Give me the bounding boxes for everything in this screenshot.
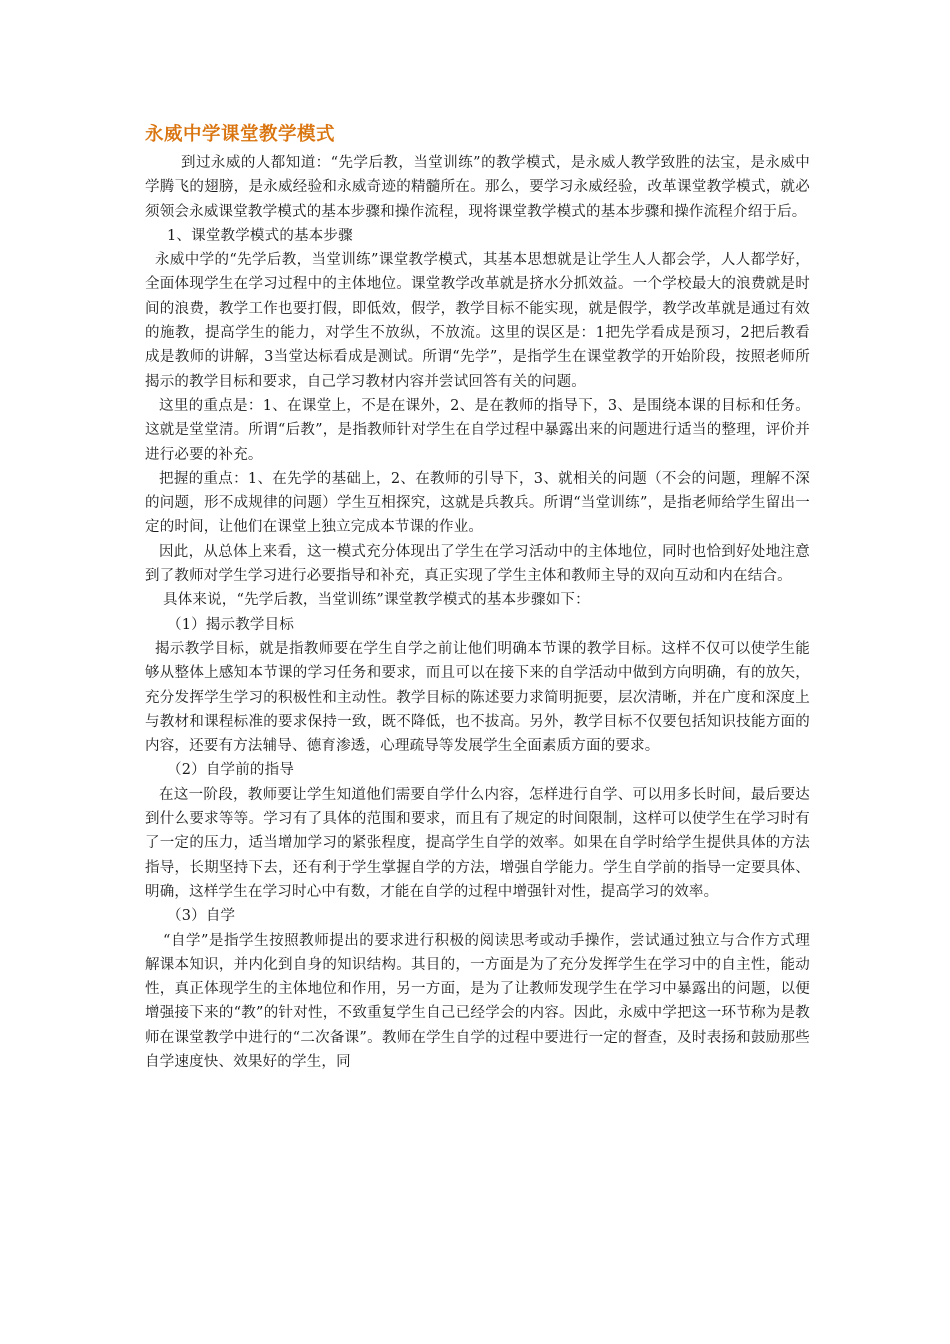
paragraph-specific-steps: 具体来说，“先学后教，当堂训练”课堂教学模式的基本步骤如下： (163, 592, 590, 609)
intro-paragraph: 到过永威的人都知道：“先学后教，当堂训练”的教学模式，是永威人教学致胜的法宝，是永威中学腾飞的翅膀，是永威经验和永威奇迹的精髓所在。那么，要学习永威经验，改革课堂教学模式，就必须领会永威课堂教学模式的基本步骤和操作流程，现将课堂教学模式的基本步骤和操作流程介绍于后。 (145, 155, 810, 220)
section-heading-basic-steps: 1、课堂教学模式的基本步骤 (167, 227, 353, 244)
paragraph-basic-idea: 永威中学的“先学后教，当堂训练”课堂教学模式，其基本思想就是让学生人人都会学，人人都学好，全面体现学生在学习过程中的主体地位。课堂教学改革就是挤水分抓效益。一个学校最大的浪费就是时间的浪费，教学工作也要打假，即低效，假学，教学目标不能实现，就是假学，教学改革就是通过有效的施教，提高学生的能力，对学生不放纵，不放流。这里的误区是：1把先学看成是预习，2把后教看成是教师的讲解，3当堂达标看成是测试。所谓“先学”，是指学生在课堂教学的开始阶段，按照老师所揭示的教学目标和要求，自己学习教材内容并尝试回答有关的问题。 (145, 252, 810, 390)
step-heading-2: （2）自学前的指导 (167, 762, 295, 779)
paragraph-grasp-points: 把握的重点：1、在先学的基础上，2、在教师的引导下，3、就相关的问题（不会的问题，理解不深的问题，形不成规律的问题）学生互相探究，这就是兵教兵。所谓“当堂训练”，是指老师给学生留出一定的时间，让他们在课堂上独立完成本节课的作业。 (145, 470, 810, 536)
paragraph-step-3: “自学”是指学生按照教师提出的要求进行积极的阅读思考或动手操作，尝试通过独立与合作方式理解课本知识，并内化到自身的知识结构。其目的，一方面是为了充分发挥学生在学习中的自主性，能动性，真正体现学生的主体地位和作用，另一方面，是为了让教师发现学生在学习中暴露出的问题，以便增强接下来的“教”的针对性，不致重复学生自己已经学会的内容。因此，永威中学把这一环节称为是教师在课堂教学中进行的“二次备课”。教师在学生自学的过程中要进行一定的督查，及时表扬和鼓励那些自学速度快、效果好的学生，同 (145, 932, 810, 1070)
step-heading-3: （3）自学 (167, 908, 236, 925)
paragraph-step-2: 在这一阶段，教师要让学生知道他们需要自学什么内容，怎样进行自学、可以用多长时间，最后要达到什么要求等等。学习有了具体的范围和要求，而且有了规定的时间限制，这样可以使学生在学习时有了一定的压力，适当增加学习的紧张程度，提高学生自学的效率。如果在自学时给学生提供具体的方法指导，长期坚持下去，还有利于学生掌握自学的方法，增强自学能力。学生自学前的指导一定要具体、明确，这样学生在学习时心中有数，才能在自学的过程中增强针对性，提高学习的效率。 (145, 786, 810, 900)
document-title: 永威中学课堂教学模式 (145, 124, 336, 145)
step-heading-1: （1）揭示教学目标 (167, 616, 295, 633)
paragraph-step-1: 揭示教学目标，就是指教师要在学生自学之前让他们明确本节课的教学目标。这样不仅可以使学生能够从整体上感知本节课的学习任务和要求，而且可以在接下来的自学活动中做到方向明确，有的放矢，充分发挥学生学习的积极性和主动性。教学目标的陈述要力求简明扼要，层次清晰，并在广度和深度上与教材和课程标准的要求保持一致，既不降低，也不拔高。另外，教学目标不仅要包括知识技能方面的内容，还要有方法辅导、德育渗透，心理疏导等发展学生全面素质方面的要求。 (145, 640, 810, 755)
document-body (145, 122, 810, 1074)
paragraph-key-points: 这里的重点是：1、在课堂上，不是在课外，2、是在教师的指导下，3、是围绕本课的目标和任务。这就是堂堂清。所谓“后教”，是指教师针对学生在自学过程中暴露出来的问题进行适当的整理，评价并进行必要的补充。 (145, 397, 810, 463)
paragraph-overall: 因此，从总体上来看，这一模式充分体现出了学生在学习活动中的主体地位，同时也恰到好处地注意到了教师对学生学习进行必要指导和补充，真正实现了学生主体和教师主导的双向互动和内在结合。 (145, 543, 810, 585)
